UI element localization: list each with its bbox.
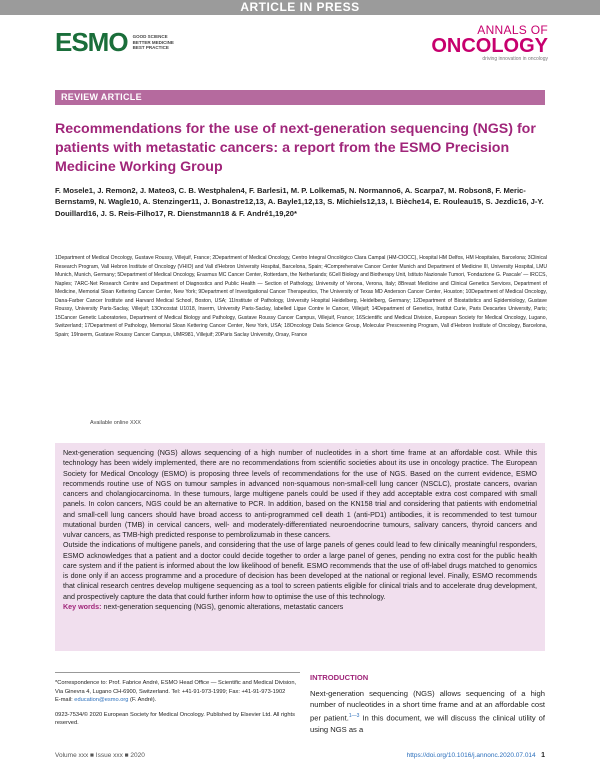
article-in-press-banner: ARTICLE IN PRESS (0, 0, 600, 15)
publisher-notice: 0923-7534/© 2020 European Society for Medical Oncology. Published by Elsevier Ltd. All rights reserved. (55, 711, 295, 727)
esmo-wordmark: ESMO (55, 27, 128, 57)
doi-link[interactable]: https://doi.org/10.1016/j.annonc.2020.07.014 (406, 752, 536, 759)
page-number: 1 (541, 752, 545, 759)
keywords-text: next-generation sequencing (NGS), genomic alterations, metastatic cancers (103, 602, 344, 611)
journal-line1: ANNALS OF (477, 23, 548, 37)
abstract-paragraph-1: Next-generation sequencing (NGS) allows sequencing of a high number of nucleotides in a short time frame at an affordable cost. While this technology has been widely implemented, there are no recommendations from scientific societies about its use in oncology practice. The European Society for Medical Oncology (ESMO) is proposing three levels of recommendations for the use of NGS. Based on the current evidence, ESMO recommends routine use of NGS on tumour samples in advanced non-squamous non-small-cell lung cancer (NSCLC), prostate cancers, ovarian cancers and cholangiocarcinoma. In these tumours, large multigene panels could be used if they add acceptable extra cost compared with small panels. In colon cancers, NGS could be an alternative to PCR. In addition, based on the KN158 trial and considering that patients with endometrial and small-cell lung cancers should have broad access to anti-programmed cell death 1 (anti-PD1) antibodies, it is recommended to test tumour mutational burden (TMB) in cervical cancers, well- and moderately-differentiated neuroendocrine tumours, salivary cancers, thyroid cancers and vulvar cancers, as TMB-high predicted response to pembrolizumab in these cancers. (63, 449, 537, 539)
correspondence-text: *Correspondence to: Prof. Fabrice André, ESMO Head Office — Scientific and Medical Division, Via Ginevra 4, Lugano CH-6900, Switzerland. Tel: +41-91-973-1999; Fax: +41-91-973-1902 (55, 680, 297, 695)
available-online: Available online XXX (90, 420, 141, 426)
affiliations: 1Department of Medical Oncology, Gustave Roussy, Villejuif, France; 2Department of Medical Oncology, Centro Integral Oncológico Clara Campal (HM-CIOCC), Hospital HM Delfos, HM Hospitales, Barcelona; 3Clinical Research Program, Vall Hebron Institute of Oncology (VHIO) and Vall d'Hebron University Hospital, Barcelona, Spain; 4Comprehensive Cancer Center Munich and Department of Medicine III, University Hospital, LMU Munich, Munich, Germany; 5Department of Medical Oncology, Erasmus MC Cancer Center, Rotterdam, the Netherlands; 6Cell Biology and Biotherapy Unit, Istituto Nazionale Tumori, 'Fondazione G. Pascale' — IRCCS, Naples; 7ARC-Net Research Centre and Department of Diagnostics and Public Health — Section of Pathology, University of Verona, Verona, Italy; 8Breast Medicine and Clinical Genetics Services, Department of Medicine, Memorial Sloan Kettering Cancer Center, New York; 9Department of Investigational Cancer Therapeutics, The University of Texas MD Anderson Cancer Center, Houston; 10Department of Medical Oncology, Dana-Farber Cancer Institute and Harvard Medical School, Boston, USA; 11Institute of Pathology, University Hospital Heidelberg, Heidelberg, Germany; 12Department of Biostatistics and Epidemiology, Gustave Roussy, University Paris-Saclay, Villejuif; 13Oncostat U1018, Inserm, University Paris-Saclay, labelled Ligue Contre le Cancer, Villejuif; 14Department of Genetics, Institut Curie, Paris Descartes University, Paris; 15Cancer Genetic Laboratories, Department of Medical Biology and Pathology, Gustave Roussy Cancer Campus, Villejuif, France; 16Scientific and Medical Division, European Society for Medical Oncology, Lugano, Switzerland; 17Department of Pathology, Memorial Sloan Kettering Cancer Center, New York, USA; 18Oncology Data Science Group, Molecular Prescreening Program, Vall d'Hebron Institute of Oncology, Barcelona, Spain; 19Inserm, Gustave Roussy Cancer Campus, UMR981, Villejuif; 20Paris Saclay University, Orsay, France (55, 255, 547, 338)
annals-of-oncology-logo[interactable] (431, 24, 548, 62)
introduction-heading: INTRODUCTION (310, 673, 369, 682)
keywords-label: Key words: (63, 602, 102, 611)
page-footer (55, 752, 545, 759)
correspondence-footnote (55, 672, 300, 728)
article-title: Recommendations for the use of next-generation sequencing (NGS) for patients with metastatic cancers: a report from the ESMO Precision Medicine Working Group (55, 121, 536, 175)
volume-issue: Volume xxx ■ Issue xxx ■ 2020 (55, 752, 145, 759)
introduction-text: Next-generation sequencing (NGS) allows sequencing of a high number of nucleotides in a short time frame and at an affordable cost per patient.$^{1—3}$ In this document, we will discuss the clinical utility of using NGS as a (310, 689, 546, 734)
email-link[interactable]: education@esmo.org (74, 697, 129, 704)
esmo-logo[interactable] (55, 27, 174, 58)
section-label: REVIEW ARTICLE (55, 90, 545, 105)
esmo-tagline: GOOD SCIENCE BETTER MEDICINE BEST PRACTICE (132, 34, 174, 51)
abstract-paragraph-2: Outside the indications of multigene panels, and considering that the use of large panels of genes could lead to few clinically meaningful responders, ESMO acknowledges that a patient and a doctor could decide together to order a large panel of genes, pending no extra cost for the public health care system and if the patient is informed about the low likelihood of benefit. ESMO recommends that the use of off-label drugs matched to genomics is done only if an access programme and a procedure of decision has been developed at the national or regional level. Finally, ESMO recommends that clinical research centres develop multigene sequencing as a tool to screen patients eligible for clinical trials and to accelerate drug development, and prospectively capture the data that could further inform how to optimise the use of this technology. (63, 541, 537, 601)
author-list: F. Mosele1, J. Remon2, J. Mateo3, C. B. Westphalen4, F. Barlesi1, M. P. Lolkema5, N. Normanno6, A. Scarpa7, M. Robson8, F. Meric-Bernstam9, N. Wagle10, A. Stenzinger11, J. Bonastre12,13, A. Bayle1,12,13, S. Michiels12,13, I. Bièche14, E. Rouleau15, S. Jezdic16, J-Y. Douillard16, J. S. Reis-Filho17, R. Dienstmann18 & F. André1,19,20* (55, 186, 544, 218)
abstract-box (55, 443, 545, 651)
reference-link[interactable]: 1—3 (348, 712, 360, 719)
email-line: E-mail: education@esmo.org (F. André). (55, 697, 157, 704)
journal-tagline: driving innovation in oncology (482, 56, 548, 62)
keywords (63, 602, 537, 612)
journal-line2: ONCOLOGY (431, 35, 548, 57)
